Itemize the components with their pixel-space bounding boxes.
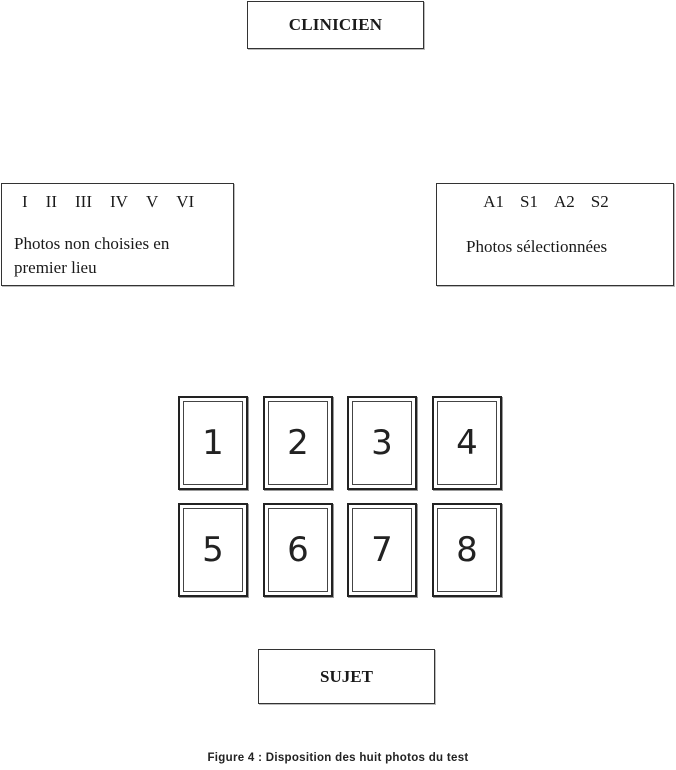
photo-card-5 [178, 503, 248, 597]
numeral-label: III [75, 192, 92, 211]
unchosen-photos-text: Photos non choisies en premier lieu [14, 234, 170, 277]
unchosen-photos-box [1, 183, 234, 286]
figure-caption: Figure 4 : Disposition des huit photos du test [207, 752, 469, 764]
photo-number: 7 [352, 508, 412, 592]
photo-card-3 [347, 396, 417, 490]
numeral-label: I [22, 192, 28, 211]
photo-card-6 [263, 503, 333, 597]
subject-box [258, 649, 435, 704]
numeral-label: IV [109, 192, 128, 211]
selected-photos-text: Photos sélectionnées [466, 237, 608, 256]
numeral-label: II [45, 192, 57, 211]
code-label: A1 [483, 192, 505, 211]
photo-card-2 [263, 396, 333, 490]
photo-number: 4 [437, 401, 497, 485]
photo-number: 2 [268, 401, 328, 485]
photo-number: 6 [268, 508, 328, 592]
code-label: S1 [520, 192, 538, 211]
photo-number: 3 [352, 401, 412, 485]
selected-photos-box [436, 183, 674, 286]
photo-card-4 [432, 396, 502, 490]
code-label: A2 [554, 192, 575, 211]
photo-number: 5 [183, 508, 243, 592]
clinician-box [247, 1, 424, 49]
photo-number: 1 [183, 401, 243, 485]
photo-number: 8 [437, 508, 497, 592]
numeral-label: V [145, 192, 159, 211]
code-label: S2 [590, 192, 609, 211]
selected-photo-codes [437, 192, 673, 212]
unchosen-photo-numerals [2, 192, 233, 212]
clinician-label: CLINICIEN [288, 15, 383, 34]
subject-label: SUJET [320, 666, 373, 686]
photo-card-7 [347, 503, 417, 597]
photo-card-8 [432, 503, 502, 597]
photo-card-1 [178, 396, 248, 490]
numeral-label: VI [176, 192, 195, 211]
